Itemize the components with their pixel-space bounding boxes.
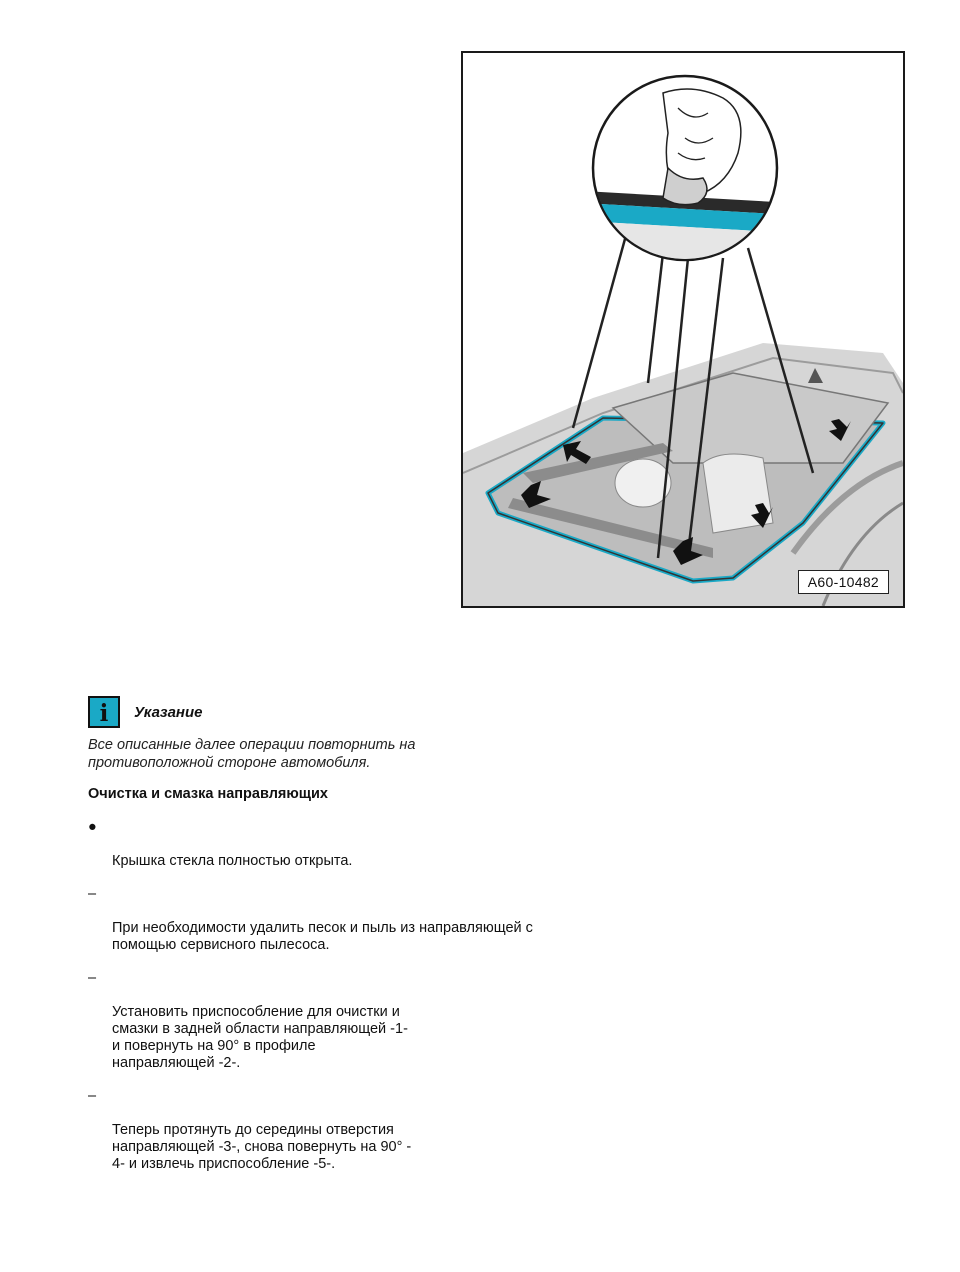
dash-marker: – — [88, 886, 97, 902]
steps-list — [88, 819, 608, 1189]
step-text: При необходимости удалить песок и пыль из направляющей с помощью сервисного пылесоса. — [112, 920, 533, 953]
info-icon: i — [88, 696, 120, 728]
step-text: Теперь протянуть до середины отверстия направляющей -3-, снова повернуть на 90° - 4- и извлечь приспособление -5-. — [112, 1122, 412, 1172]
list-item — [88, 819, 608, 870]
list-item — [88, 970, 608, 1072]
list-item — [88, 1088, 608, 1173]
figure-code: A60-10482 — [798, 570, 889, 594]
dash-marker: – — [88, 970, 97, 986]
step-text: Установить приспособление для очистки и смазки в задней области направляющей -1- и повернуть на 90° в профиле направляющей -2-. — [112, 1004, 408, 1071]
list-item — [88, 886, 608, 954]
note-title: Указание — [134, 703, 203, 721]
sunroof-illustration — [461, 51, 905, 608]
section-title: Очистка и смазка направляющих — [88, 786, 328, 802]
bullet-marker: ● — [88, 819, 97, 835]
note-text: Все описанные далее операции повторнить на противоположной стороне автомобиля. — [88, 737, 416, 771]
sunroof-drawing — [463, 53, 903, 606]
note-header — [88, 696, 202, 728]
step-text: Крышка стекла полностью открыта. — [112, 853, 353, 869]
dash-marker: – — [88, 1088, 97, 1104]
